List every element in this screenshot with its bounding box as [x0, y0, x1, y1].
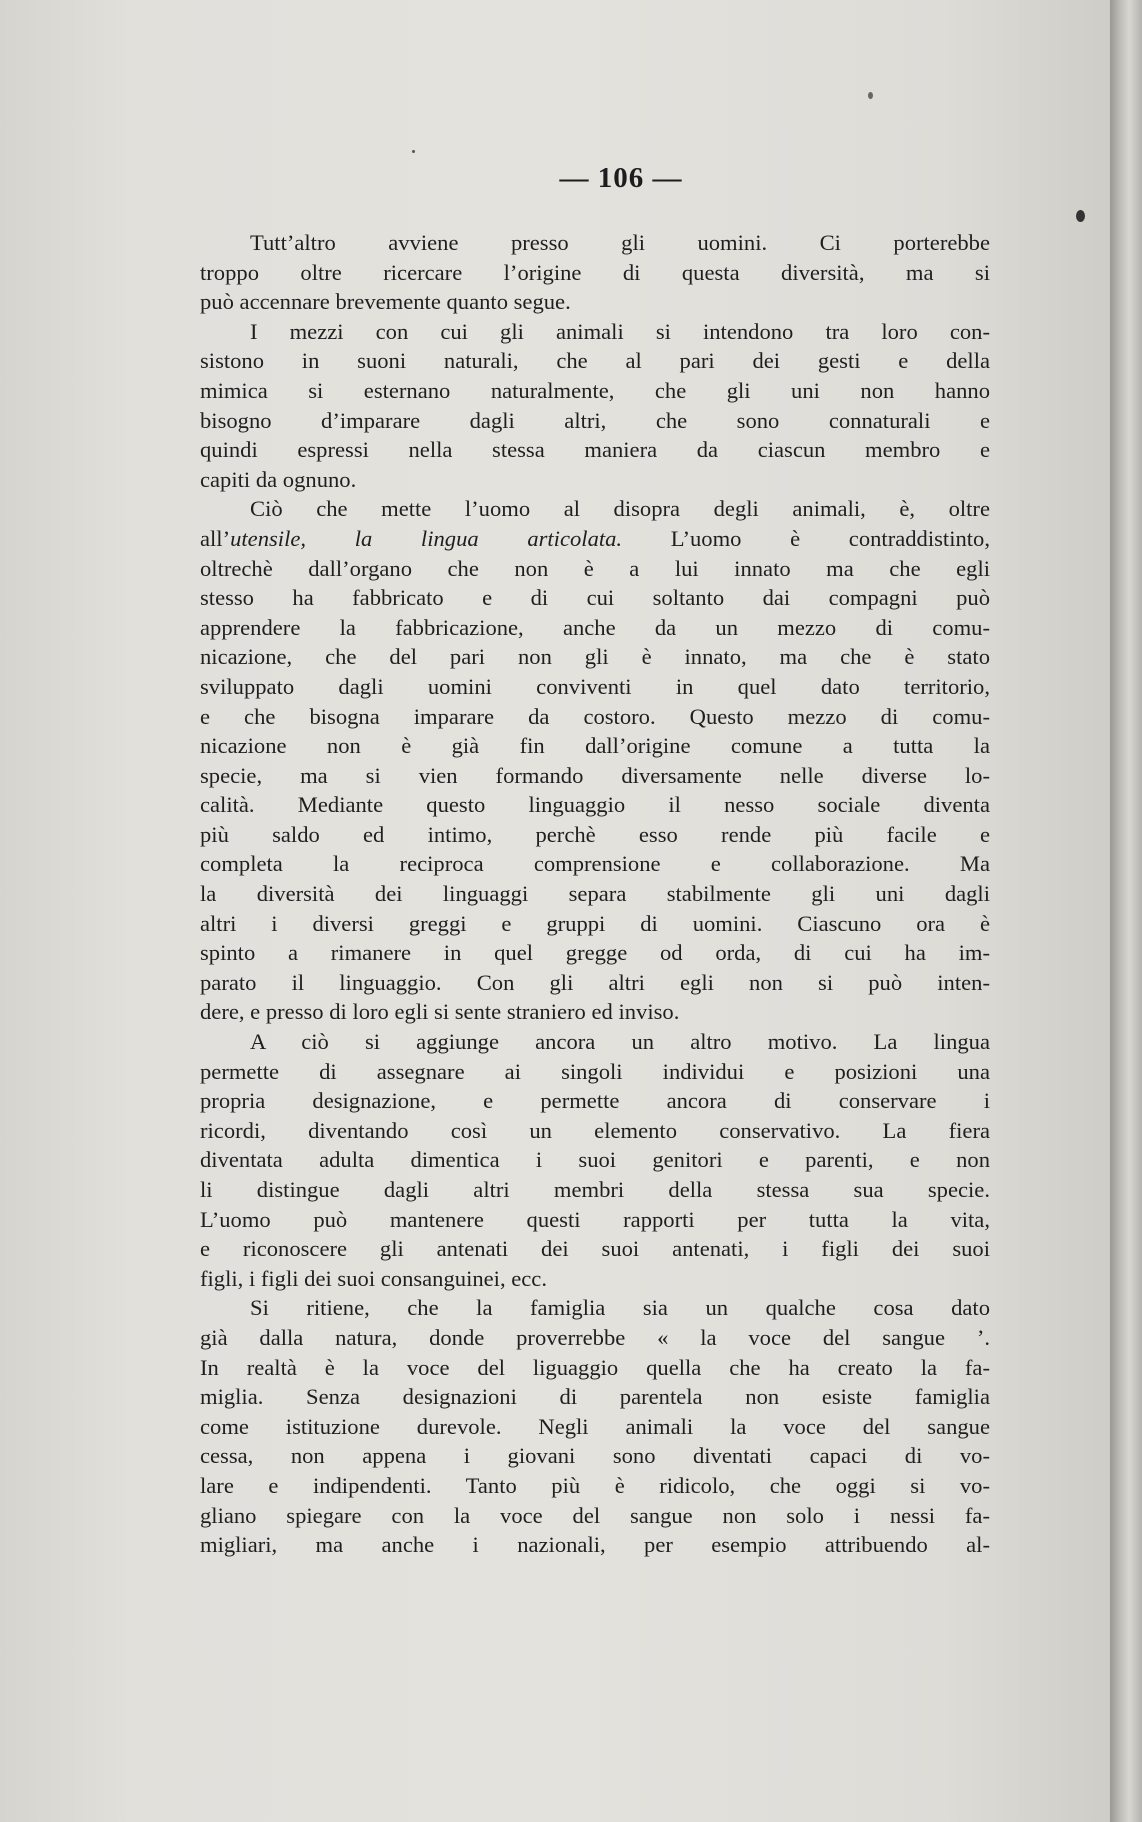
text-line: A ciò si aggiunge ancora un altro motivo. La lingua	[250, 1029, 990, 1055]
text-line: stesso ha fabbricato e di cui soltanto dai compagni può	[200, 585, 990, 611]
text-segment: all’	[200, 525, 231, 551]
text-line: sviluppato dagli uomini conviventi in quel dato territorio,	[200, 673, 990, 699]
ink-speck	[412, 150, 415, 153]
text-line: dere, e presso di loro egli si sente straniero ed inviso.	[200, 999, 680, 1025]
text-line: lare e indipendenti. Tanto più è ridicolo, che oggi si vo-	[200, 1472, 990, 1498]
text-line: più saldo ed intimo, perchè esso rende più facile e	[200, 821, 990, 847]
text-line: come istituzione durevole. Negli animali la voce del sangue	[200, 1413, 990, 1439]
text-line: nicazione, che del pari non gli è innato, ma che è stato	[200, 644, 990, 670]
text-line: I mezzi con cui gli animali si intendono tra loro con-	[250, 318, 990, 344]
text-line: altri i diversi greggi e gruppi di uomini. Ciascuno ora è	[200, 910, 990, 936]
page-number: — 106 —	[559, 162, 683, 194]
text-line: migliari, ma anche i nazionali, per esempio attribuendo al-	[200, 1532, 990, 1558]
text-line: quindi espressi nella stessa maniera da ciascun membro e	[200, 437, 990, 463]
text-line: oltrechè dall’organo che non è a lui innato ma che egli	[200, 555, 990, 581]
text-line: permette di assegnare ai singoli individui e posizioni una	[200, 1058, 990, 1084]
text-line: bisogno d’imparare dagli altri, che sono connaturali e	[200, 407, 990, 433]
text-line: spinto a rimanere in quel gregge od orda, di cui ha im-	[200, 940, 990, 966]
text-line: miglia. Senza designazioni di parentela non esiste famiglia	[200, 1384, 990, 1410]
italic-segment: utensile, la lingua articolata.	[230, 525, 623, 551]
text-line: Tutt’altro avviene presso gli uomini. Ci porterebbe	[250, 230, 990, 255]
text-line: ricordi, diventando così un elemento conservativo. La fiera	[200, 1117, 990, 1143]
text-line: li distingue dagli altri membri della stessa sua specie.	[200, 1177, 990, 1202]
text-line: diventata adulta dimentica i suoi genitori e parenti, e non	[200, 1147, 990, 1173]
text-line: sistono in suoni naturali, che al pari dei gesti e della	[200, 348, 990, 374]
ink-speck	[868, 92, 873, 99]
text-line: figli, i figli dei suoi consanguinei, ecc.	[200, 1265, 547, 1291]
text-line: mimica si esternano naturalmente, che gli uni non hanno	[200, 377, 990, 403]
text-line: specie, ma si vien formando diversamente nelle diverse lo-	[200, 762, 990, 788]
text-line: completa la reciproca comprensione e collaborazione. Ma	[200, 851, 990, 877]
body-text	[200, 228, 990, 1560]
text-line: calità. Mediante questo linguaggio il nesso sociale diventa	[200, 792, 990, 818]
text-line: L’uomo può mantenere questi rapporti per tutta la vita,	[200, 1206, 990, 1232]
text-line: Ciò che mette l’uomo al disopra degli animali, è, oltre	[250, 496, 990, 522]
text-line: già dalla natura, donde proverrebbe « la voce del sangue ’.	[200, 1324, 990, 1350]
text-line: propria designazione, e permette ancora di conservare i	[200, 1088, 990, 1114]
text-line: capiti da ognuno.	[200, 466, 357, 492]
text-line: troppo oltre ricercare l’origine di questa diversità, ma si	[200, 259, 990, 285]
text-line: parato il linguaggio. Con gli altri egli non si può inten-	[200, 969, 990, 995]
text-line: gliano spiegare con la voce del sangue non solo i nessi fa-	[200, 1502, 990, 1528]
text-line: cessa, non appena i giovani sono diventati capaci di vo-	[200, 1443, 990, 1469]
text-line: la diversità dei linguaggi separa stabilmente gli uni dagli	[200, 881, 990, 907]
text-line: può accennare brevemente quanto segue.	[200, 289, 571, 315]
text-segment: L’uomo è contraddistinto,	[622, 525, 990, 551]
text-line: e riconoscere gli antenati dei suoi antenati, i figli dei suoi	[200, 1236, 990, 1262]
text-line: In realtà è la voce del liguaggio quella che ha creato la fa-	[200, 1354, 990, 1380]
text-line: nicazione non è già fin dall’origine comune a tutta la	[200, 733, 990, 759]
page-edge	[1110, 0, 1142, 1822]
text-line: e che bisogna imparare da costoro. Questo mezzo di comu-	[200, 703, 990, 729]
text-line: Si ritiene, che la famiglia sia un qualche cosa dato	[250, 1295, 990, 1321]
text-line: apprendere la fabbricazione, anche da un mezzo di comu-	[200, 614, 990, 640]
text-line	[200, 524, 990, 554]
ink-speck	[1076, 210, 1085, 222]
